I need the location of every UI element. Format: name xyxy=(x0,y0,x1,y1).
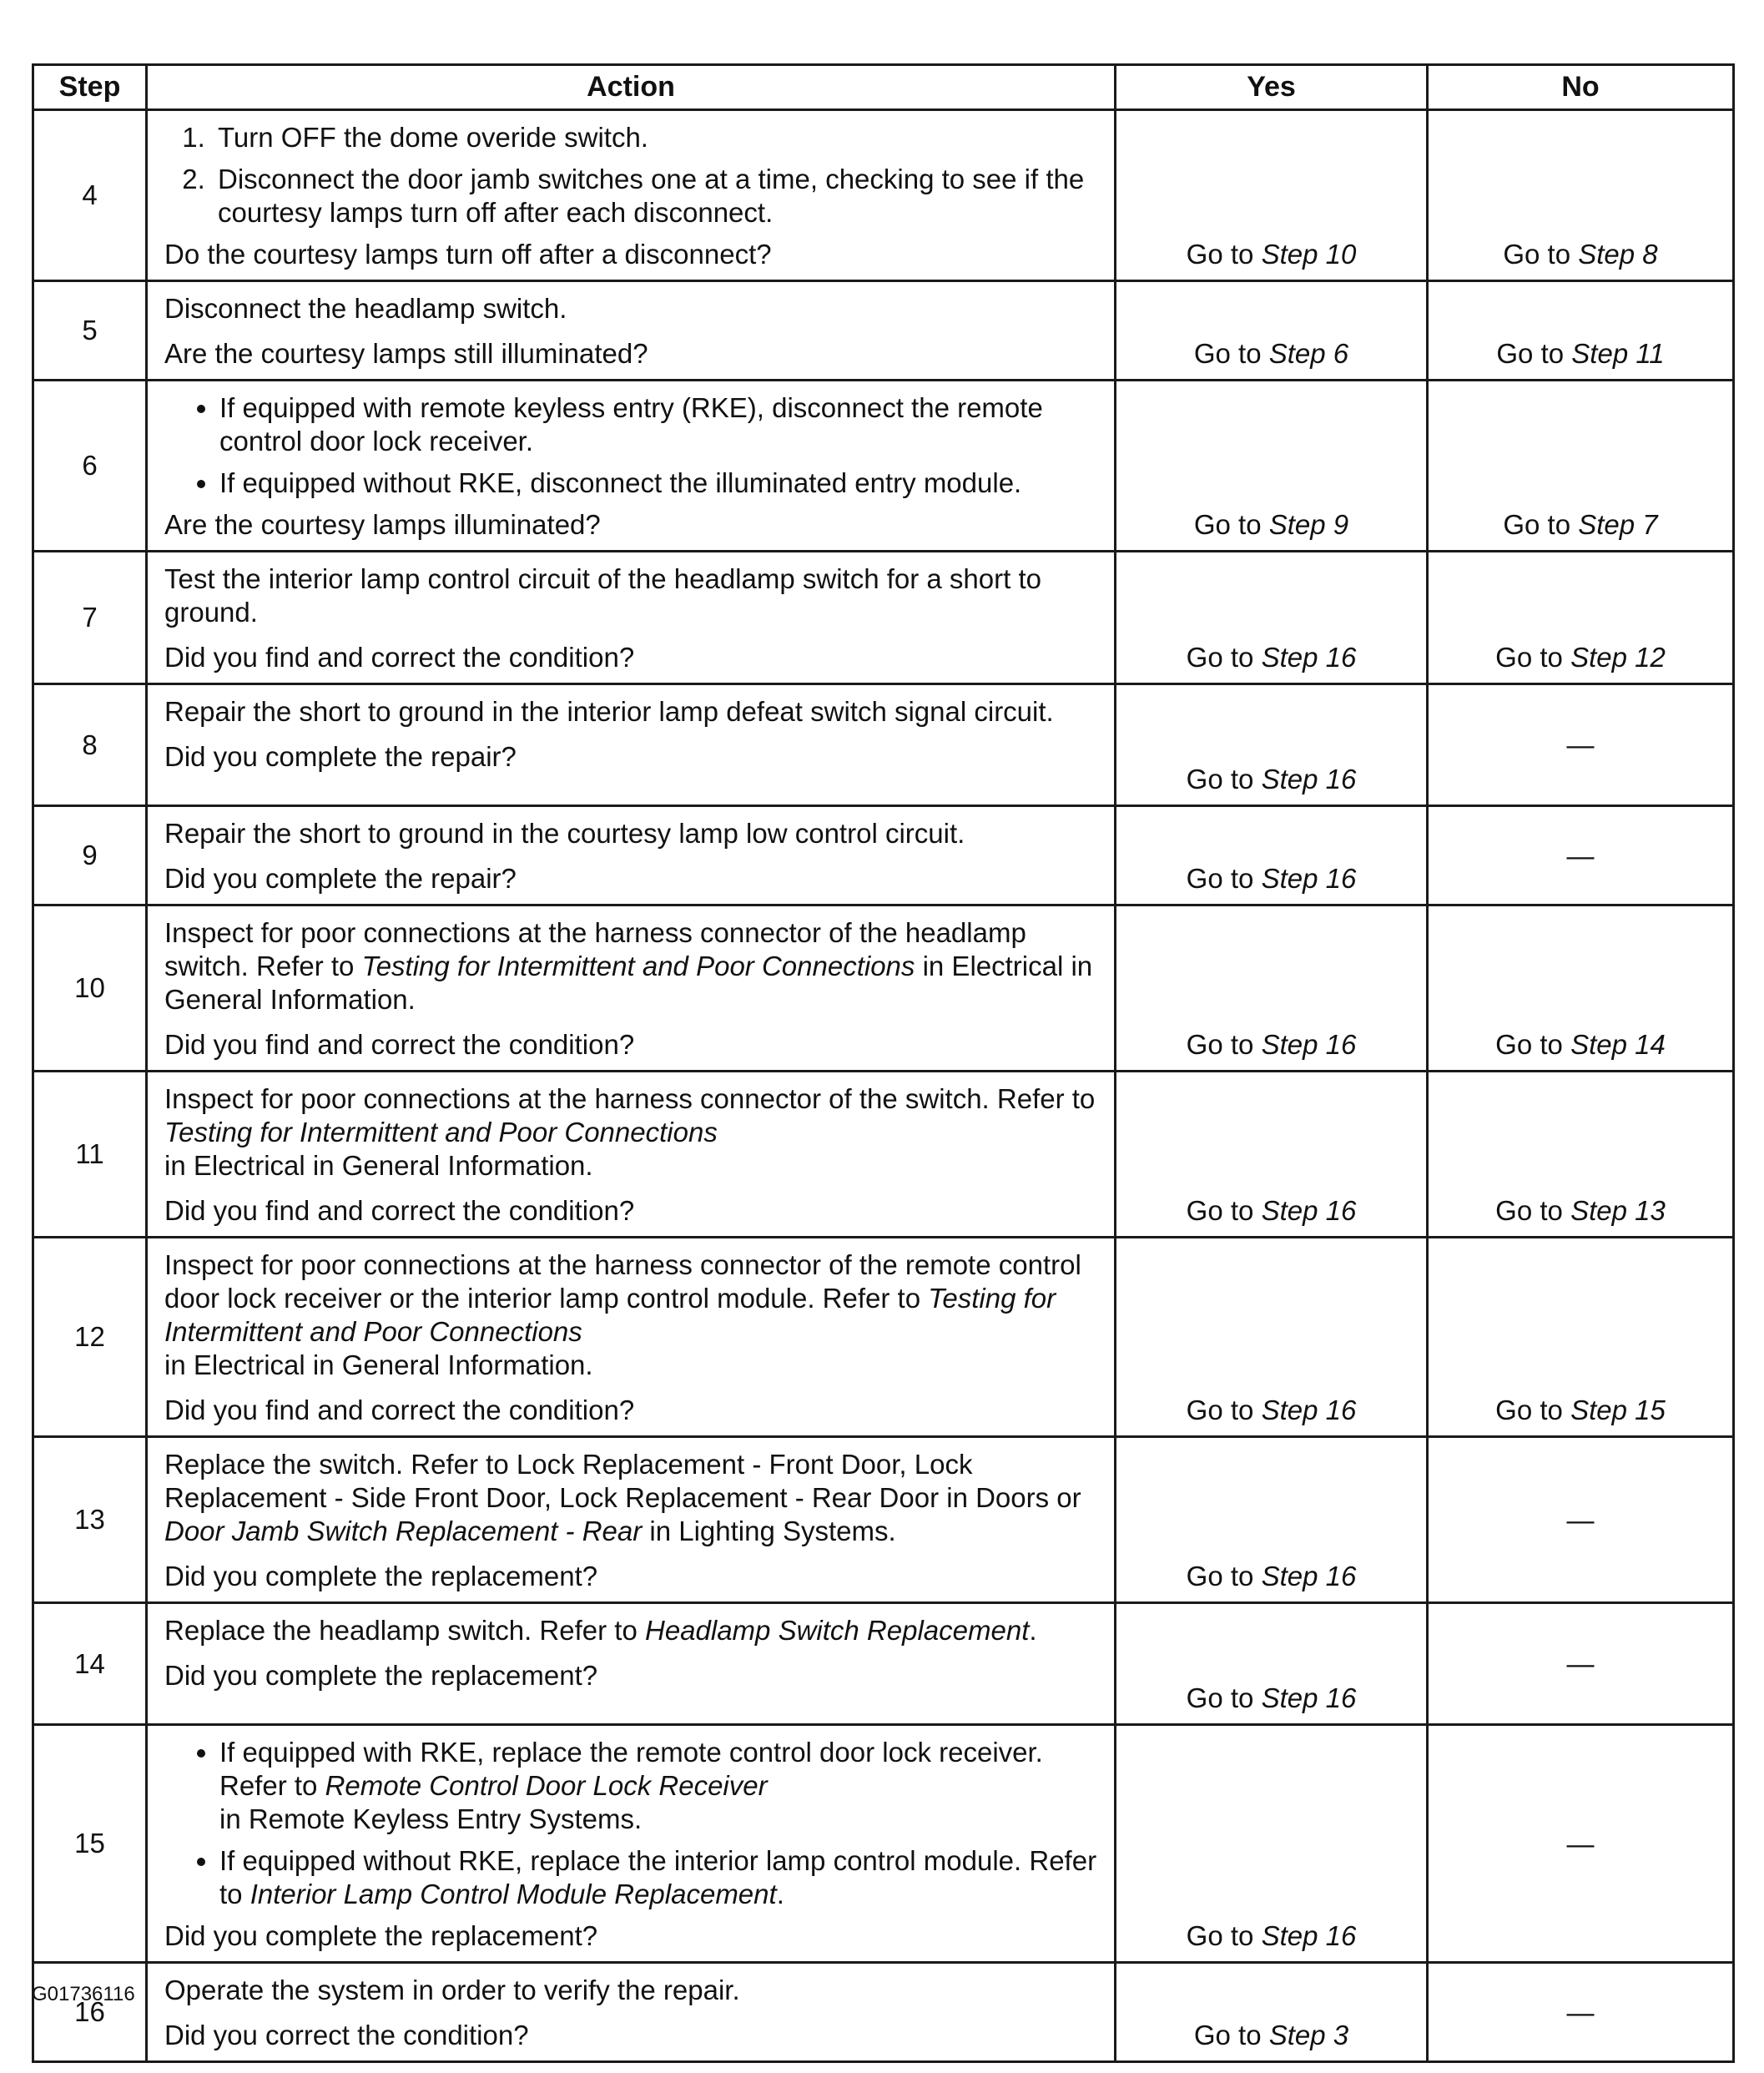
step-reference: Step 16 xyxy=(1261,764,1357,794)
action-question: Did you find and correct the condition? xyxy=(164,1395,635,1425)
yes-cell xyxy=(1116,1437,1428,1603)
reference-title: Testing for Intermittent and Poor Connections xyxy=(361,951,915,981)
step-reference: Step 16 xyxy=(1261,1395,1357,1425)
yes-cell xyxy=(1116,552,1428,684)
action-text xyxy=(164,1248,1101,1382)
go-to-text: Go to xyxy=(1186,863,1262,894)
action-cell xyxy=(147,806,1116,905)
table-row xyxy=(33,381,1734,552)
go-to-text: Go to xyxy=(1186,1682,1262,1713)
yes-cell xyxy=(1116,1238,1428,1437)
bullet-item xyxy=(219,1844,1101,1911)
go-to-text: Go to xyxy=(1496,338,1572,369)
yes-cell xyxy=(1116,110,1428,281)
step-reference: Step 11 xyxy=(1571,338,1665,369)
bullet-item xyxy=(219,1736,1101,1836)
numbered-item: 2. Disconnect the door jamb switches one at a time, checking to see if the courtesy lamps turn off after each disconnect. xyxy=(213,163,1101,229)
numbered-list xyxy=(164,121,1101,229)
yes-cell xyxy=(1116,684,1428,806)
reference-title: Interior Lamp Control Module Replacement xyxy=(249,1879,777,1909)
text-span: Replace the headlamp switch. Refer to xyxy=(164,1615,645,1646)
go-to-text: Go to xyxy=(1186,1395,1262,1425)
go-to-text: Go to xyxy=(1186,1195,1262,1226)
step-number: 9 xyxy=(33,806,147,905)
text-span: If equipped without RKE, replace the interior lamp control module. Refer to xyxy=(219,1845,1097,1909)
text-span: If equipped with RKE, replace the remote control door lock receiver. Refer to xyxy=(219,1737,1043,1801)
action-question: Did you complete the replacement? xyxy=(164,1660,598,1691)
step-reference: Step 13 xyxy=(1570,1195,1666,1226)
text-span: in Remote Keyless Entry Systems. xyxy=(219,1803,643,1834)
table-row xyxy=(33,806,1734,905)
action-text: Operate the system in order to verify the repair. xyxy=(164,1975,740,2005)
reference-title: Headlamp Switch Replacement xyxy=(644,1615,1030,1646)
yes-cell xyxy=(1116,905,1428,1072)
go-to-text: Go to xyxy=(1193,509,1269,540)
no-cell: — xyxy=(1428,806,1734,905)
table-row xyxy=(33,281,1734,381)
header-action: Action xyxy=(147,65,1116,110)
step-number: 12 xyxy=(33,1238,147,1437)
action-question: Did you complete the repair? xyxy=(164,863,517,894)
bullet-item: • If equipped without RKE, disconnect the illuminated entry module. xyxy=(219,467,1101,500)
no-cell: — xyxy=(1428,684,1734,806)
yes-cell xyxy=(1116,1603,1428,1725)
go-to-text: Go to xyxy=(1503,509,1579,540)
no-cell xyxy=(1428,905,1734,1072)
table-row xyxy=(33,1725,1734,1963)
header-step: Step xyxy=(33,65,147,110)
step-reference: Step 16 xyxy=(1261,863,1357,894)
yes-cell xyxy=(1116,281,1428,381)
action-question: Did you complete the replacement? xyxy=(164,1920,598,1951)
action-cell xyxy=(147,1437,1116,1603)
no-cell xyxy=(1428,552,1734,684)
step-reference: Step 7 xyxy=(1578,509,1658,540)
step-reference: Step 6 xyxy=(1268,338,1349,369)
go-to-text: Go to xyxy=(1495,1395,1571,1425)
header-no: No xyxy=(1428,65,1734,110)
reference-title: Testing for Intermittent and Poor Connections xyxy=(164,1283,1056,1347)
text-span: Inspect for poor connections at the harness connector of the switch. Refer to xyxy=(164,1083,1096,1114)
table-row xyxy=(33,1238,1734,1437)
action-cell xyxy=(147,281,1116,381)
action-text xyxy=(164,1448,1101,1548)
action-text: Repair the short to ground in the interior lamp defeat switch signal circuit. xyxy=(164,696,1054,727)
text-span: Replace the switch. Refer to Lock Replacement - Front Door, Lock Replacement - Side Front Door, Lock Replacement - Rear Door in Doors or xyxy=(164,1449,1081,1513)
bullet-list xyxy=(164,1736,1101,1911)
bullet-list xyxy=(164,391,1101,500)
go-to-text: Go to xyxy=(1186,1029,1262,1060)
step-number: 16 xyxy=(33,1963,147,2062)
step-number: 7 xyxy=(33,552,147,684)
action-cell xyxy=(147,1963,1116,2062)
step-number: 5 xyxy=(33,281,147,381)
step-number: 6 xyxy=(33,381,147,552)
action-cell xyxy=(147,905,1116,1072)
yes-cell xyxy=(1116,1963,1428,2062)
step-number: 14 xyxy=(33,1603,147,1725)
table-row xyxy=(33,684,1734,806)
step-number: 15 xyxy=(33,1725,147,1963)
table-row xyxy=(33,1072,1734,1238)
step-reference: Step 16 xyxy=(1261,642,1357,673)
action-text xyxy=(164,1082,1101,1183)
go-to-text: Go to xyxy=(1186,1561,1262,1591)
text-span: Inspect for poor connections at the harness connector of the remote control door lock receiver or the interior lamp control module. Refer to xyxy=(164,1249,1081,1314)
action-cell xyxy=(147,1238,1116,1437)
action-cell xyxy=(147,381,1116,552)
step-number: 8 xyxy=(33,684,147,806)
action-question: Did you correct the condition? xyxy=(164,2020,529,2050)
go-to-text: Go to xyxy=(1193,2020,1269,2050)
action-question: Are the courtesy lamps still illuminated? xyxy=(164,338,648,369)
yes-cell xyxy=(1116,1072,1428,1238)
step-reference: Step 8 xyxy=(1578,239,1658,270)
table-row xyxy=(33,552,1734,684)
yes-cell xyxy=(1116,806,1428,905)
action-question: Did you find and correct the condition? xyxy=(164,1195,635,1226)
no-cell: — xyxy=(1428,1437,1734,1603)
header-yes: Yes xyxy=(1116,65,1428,110)
text-span: . xyxy=(776,1879,784,1909)
action-question: Did you find and correct the condition? xyxy=(164,1029,635,1060)
step-reference: Step 16 xyxy=(1261,1561,1357,1591)
action-cell xyxy=(147,552,1116,684)
action-cell xyxy=(147,684,1116,806)
table-row xyxy=(33,1603,1734,1725)
action-cell xyxy=(147,1603,1116,1725)
yes-cell xyxy=(1116,1725,1428,1963)
no-cell xyxy=(1428,381,1734,552)
go-to-text: Go to xyxy=(1186,764,1262,794)
step-reference: Step 3 xyxy=(1268,2020,1349,2050)
reference-title: Door Jamb Switch Replacement - Rear xyxy=(164,1516,643,1546)
step-reference: Step 16 xyxy=(1261,1029,1357,1060)
action-text: Disconnect the headlamp switch. xyxy=(164,293,567,324)
step-reference: Step 15 xyxy=(1570,1395,1666,1425)
step-reference: Step 10 xyxy=(1261,239,1357,270)
step-reference: Step 12 xyxy=(1570,642,1666,673)
action-text: Repair the short to ground in the courtesy lamp low control circuit. xyxy=(164,818,965,849)
step-reference: Step 16 xyxy=(1261,1682,1357,1713)
action-cell xyxy=(147,1725,1116,1963)
text-span: Inspect for poor connections at the harness connector of the headlamp switch. Refer to xyxy=(164,917,1026,981)
text-span: in Electrical in General Information. xyxy=(164,1150,593,1181)
table-row xyxy=(33,905,1734,1072)
text-span: in Electrical in General Information. xyxy=(164,1349,593,1380)
step-reference: Step 16 xyxy=(1261,1920,1357,1951)
no-cell: — xyxy=(1428,1963,1734,2062)
no-cell xyxy=(1428,1072,1734,1238)
table-row xyxy=(33,1963,1734,2062)
step-number: 13 xyxy=(33,1437,147,1603)
action-question: Did you find and correct the condition? xyxy=(164,642,635,673)
go-to-text: Go to xyxy=(1186,239,1262,270)
go-to-text: Go to xyxy=(1186,1920,1262,1951)
action-question: Are the courtesy lamps illuminated? xyxy=(164,509,601,540)
action-text xyxy=(164,1614,1101,1647)
action-text xyxy=(164,916,1101,1016)
header-row xyxy=(33,65,1734,110)
text-span: in Electrical in General Information. xyxy=(164,951,1093,1015)
step-reference: Step 9 xyxy=(1268,509,1349,540)
yes-cell xyxy=(1116,381,1428,552)
action-cell xyxy=(147,1072,1116,1238)
reference-title: Remote Control Door Lock Receiver xyxy=(325,1770,768,1801)
go-to-text: Go to xyxy=(1193,338,1269,369)
table-row xyxy=(33,110,1734,281)
step-number: 10 xyxy=(33,905,147,1072)
table-body xyxy=(33,110,1734,2062)
go-to-text: Go to xyxy=(1495,1195,1571,1226)
no-cell: — xyxy=(1428,1725,1734,1963)
no-cell xyxy=(1428,110,1734,281)
action-question: Do the courtesy lamps turn off after a disconnect? xyxy=(164,239,772,270)
no-cell xyxy=(1428,281,1734,381)
bullet-item: • If equipped with remote keyless entry (RKE), disconnect the remote control door lock receiver. xyxy=(219,391,1101,458)
go-to-text: Go to xyxy=(1503,239,1579,270)
numbered-item: 1. Turn OFF the dome overide switch. xyxy=(213,121,1101,154)
diagnostic-table xyxy=(32,63,1735,2063)
no-cell xyxy=(1428,1238,1734,1437)
no-cell: — xyxy=(1428,1603,1734,1725)
reference-title: Testing for Intermittent and Poor Connections xyxy=(164,1117,718,1147)
action-question: Did you complete the replacement? xyxy=(164,1561,598,1591)
go-to-text: Go to xyxy=(1495,1029,1571,1060)
action-text: Test the interior lamp control circuit of the headlamp switch for a short to ground. xyxy=(164,563,1041,628)
step-reference: Step 16 xyxy=(1261,1195,1357,1226)
table-row xyxy=(33,1437,1734,1603)
step-reference: Step 14 xyxy=(1570,1029,1666,1060)
figure-id: G01736116 xyxy=(32,1983,135,2005)
step-number: 4 xyxy=(33,110,147,281)
text-span: in Lighting Systems. xyxy=(642,1516,896,1546)
go-to-text: Go to xyxy=(1495,642,1571,673)
step-number: 11 xyxy=(33,1072,147,1238)
action-question: Did you complete the repair? xyxy=(164,741,517,772)
text-span: . xyxy=(1029,1615,1037,1646)
go-to-text: Go to xyxy=(1186,642,1262,673)
action-cell xyxy=(147,110,1116,281)
